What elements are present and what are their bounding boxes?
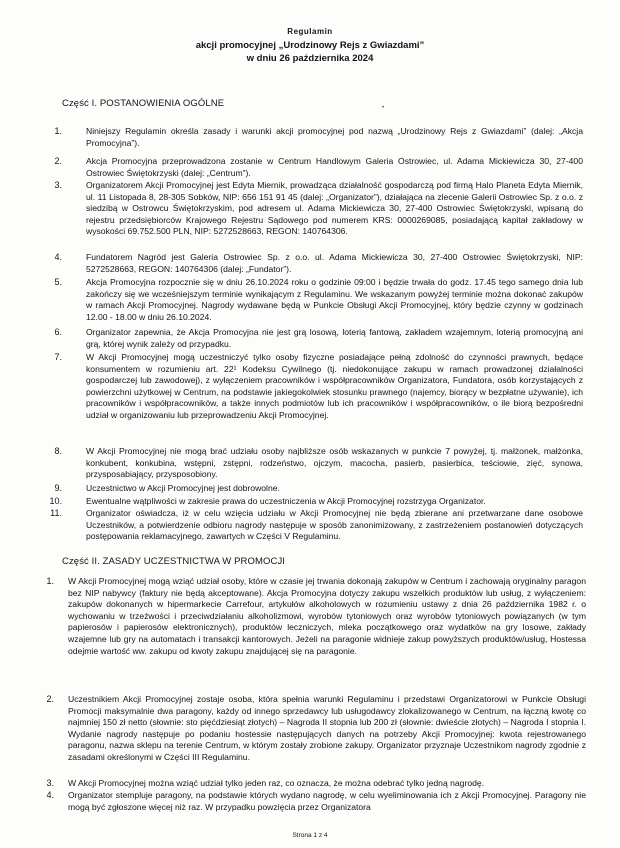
- part1-title: Część I. POSTANOWIENIA OGÓLNE: [62, 98, 225, 109]
- part1-item-text: W Akcji Promocyjnej nie mogą brać udziału osoby najbliższe osób wskazanych w punkcie 7 powyżej, tj. małżonek, małżonka, konkubent, konkubina, wstępni, zstępni, rodzeństwo, ojczym, macocha, pasierb, pasierbica, teściowie, zięć, synowa, przysposabiający, przysposobiony.: [86, 446, 583, 480]
- part1-item-number: 11.: [50, 508, 62, 518]
- part1-item-number: 8.: [54, 446, 62, 456]
- part2-item-number: 3.: [46, 778, 54, 788]
- part1-item-text: Organizator zapewnia, że Akcja Promocyjna nie jest grą losową, loterią fantową, zakładem wzajemnym, loterią promocyjną ani grą, której wynik zależy od przypadku.: [86, 327, 583, 349]
- part1-item-number: 3.: [54, 180, 62, 190]
- part1-item-text: Niniejszy Regulamin określa zasady i warunki akcji promocyjnej pod nazwą „Urodzinowy Rejs z Gwiazdami” (dalej: „Akcja Promocyjna”).: [86, 126, 583, 148]
- part1-item-number: 9.: [54, 483, 62, 493]
- part1-item-text: Ewentualne wątpliwości w zakresie prawa do uczestniczenia w Akcji Promocyjnej rozstrzyga Organizator.: [86, 496, 486, 506]
- part2-item-number: 2.: [46, 694, 54, 704]
- page-number: Strona 1 z 4: [292, 832, 328, 839]
- part1-item-number: 5.: [54, 277, 62, 287]
- part1-item-text: Akcja Promocyjna przeprowadzona zostanie w Centrum Handlowym Galeria Ostrowiec, ul. Adama Mickiewicza 30, 27-400 Ostrowiec Świętokrzyski (dalej: „Centrum”).: [86, 156, 583, 178]
- part1-item-text: Organizator oświadcza, iż w celu wzięcia udziału w Akcji Promocyjnej nie będą zbierane ani przetwarzane dane osobowe Uczestników, a potwierdzenie odbioru nagrody następuje w sposób zanonimizowany, z zastrzeżeniem postanowień dotyczących postępowania reklamacyjnego, zawartych w Części V Regulaminu.: [86, 508, 583, 542]
- part1-item-number: 6.: [54, 327, 62, 337]
- part2-item-text: W Akcji Promocyjnej można wziąć udział tylko jeden raz, co oznacza, że można odebrać tylko jedną nagrodę.: [68, 778, 485, 788]
- part1-item-number: 4.: [54, 252, 62, 262]
- part2-title: Część II. ZASADY UCZESTNICTWA W PROMOCJI: [62, 556, 286, 567]
- part1-item-number: 10.: [49, 496, 62, 506]
- part1-item-text: W Akcji Promocyjnej mogą uczestniczyć tylko osoby fizyczne posiadające pełną zdolność do czynności prawnych, będące konsumentem w rozumieniu art. 22¹ Kodeksu Cywilnego (tj. niedokonujące zakupu w ramach prowadzonej działalności gospodarczej lub zawodowej), z wyłączeniem pracowników i współpracowników Organizatora, Fundatora, osób korzystających z powierzchni użytkowej w Centrum, na podstawie jakiegokolwiek stosunku prawnego (najemcy, biorący w bezpłatne używanie), ich pracowników i współpracowników, a także innych podmiotów lub ich pracowników i współpracowników, o ile biorą bezpośredni udział w organizowaniu lub przeprowadzeniu Akcji Promocyjnej.: [86, 352, 583, 420]
- part2-item-text: W Akcji Promocyjnej mogą wziąć udział osoby, które w czasie jej trwania dokonają zakupów w Centrum i zachowają oryginalny paragon bez NIP nabywcy (faktury nie będą akceptowane). Akcja Promocyjna dotyczy zakupu wszelkich produktów lub usług, z wyłączeniem: zakupów dokonanych w hipermarkecie Carrefour, artykułów alkoholowych w rozumieniu ustawy z dnia 26 października 1982 r. o wychowaniu w trzeźwości i przeciwdziałaniu alkoholizmowi, wyrobów tytoniowych oraz wyrobów tytoniowych powiązanych (w tym papierosów i papierosów elektronicznych), produktów leczniczych, mleka początkowego oraz wydatków na gry losowe, zakłady wzajemne lub gry na automatach i transakcji kantorowych. Jeżeli na paragonie widnieje zakup powyższych produktów/usług, Hostessa odejmie wartość ww. zakupu od kwoty zakupu znajdującej się na paragonie.: [68, 576, 586, 656]
- scan-speck: •: [382, 105, 385, 111]
- document-date: w dniu 26 października 2024: [246, 53, 374, 64]
- document-title: akcji promocyjnej „Urodzinowy Rejs z Gwiazdami”: [195, 40, 425, 51]
- part1-item-text: Organizatorem Akcji Promocyjnej jest Edyta Miernik, prowadząca działalność gospodarczą pod firmą Halo Planeta Edyta Miernik, ul. 11 Listopada 8, 28-305 Sobków, NIP: 656 151 91 45 (dalej: „Organizator”), działająca na zlecenie Galerii Ostrowiec Sp. z o.o. z siedzibą w Ostrowcu Świętokrzyskim, pod adresem ul. Adama Mickiewicza 30, 27-400 Ostrowiec Świętokrzyski, wpisaną do rejestru przedsiębiorców Krajowego Rejestru Sądowego pod numerem KRS: 0000269085, posiadającą kapitał zakładowy w wysokości 69.752.500 PLN, NIP: 5272528663, REGON: 140764306.: [86, 180, 583, 237]
- part2-item-number: 4.: [46, 790, 54, 800]
- part2-item-text: Uczestnikiem Akcji Promocyjnej zostaje osoba, która spełnia warunki Regulaminu i przedstawi Organizatorowi w Punkcie Obsługi Promocji maksymalnie dwa paragony, każdy od innego sprzedawcy lub usługodawcy zlokalizowanego w Centrum, na łączną kwotę co najmniej 150 zł netto (słownie: sto pięćdziesiąt złotych) – Nagroda II stopnia lub 200 zł (słownie: dwieście złotych) – Nagroda I stopnia I. Wydanie nagrody następuje po podaniu hostessie następujących danych na potrzeby Akcji Promocyjnej: kwota rejestrowanego paragonu, nazwa sklepu na terenie Centrum, w którym zostały zrobione zakupy. Organizator przyznaje Uczestnikom nagrody zgodnie z zasadami określonymi w Części III Regulaminu.: [68, 694, 586, 762]
- part1-item-text: Fundatorem Nagród jest Galeria Ostrowiec Sp. z o.o. ul. Adama Mickiewicza 30, 27-400 Ostrowiec Świętokrzyski, NIP: 5272528663, REGON: 140764306 (dalej: „Fundator”).: [86, 252, 583, 274]
- part1-item-number: 7.: [54, 352, 62, 362]
- part2-item-number: 1.: [46, 576, 54, 586]
- regulation-label: Regulamin: [287, 27, 333, 36]
- part1-item-text: Akcja Promocyjna rozpocznie się w dniu 26.10.2024 roku o godzinie 09:00 i będzie trwała do godz. 17.45 tego samego dnia lub zakończy się we wcześniejszym terminie wynikającym z Regulaminu. We wskazanym powyżej terminie można dokonać zakupów w ramach Akcji Promocyjnej. Nagrody wydawane będą w Punkcie Obsługi Akcji Promocyjnej, który będzie czynny w godzinach 12.00 - 18.00 w dniu 26.10.2024.: [86, 277, 583, 322]
- part1-item-number: 1.: [54, 126, 62, 136]
- part1-item-text: Uczestnictwo w Akcji Promocyjnej jest dobrowolne.: [86, 483, 280, 493]
- part2-item-text: Organizator stempluje paragony, na podstawie których wydano nagrodę, w celu wyeliminowania ich z Akcji Promocyjnej. Paragony nie mogą być zgłoszone więcej niż raz. W przypadku powzięcia przez Organizatora: [68, 790, 586, 812]
- part1-item-number: 2.: [54, 156, 62, 166]
